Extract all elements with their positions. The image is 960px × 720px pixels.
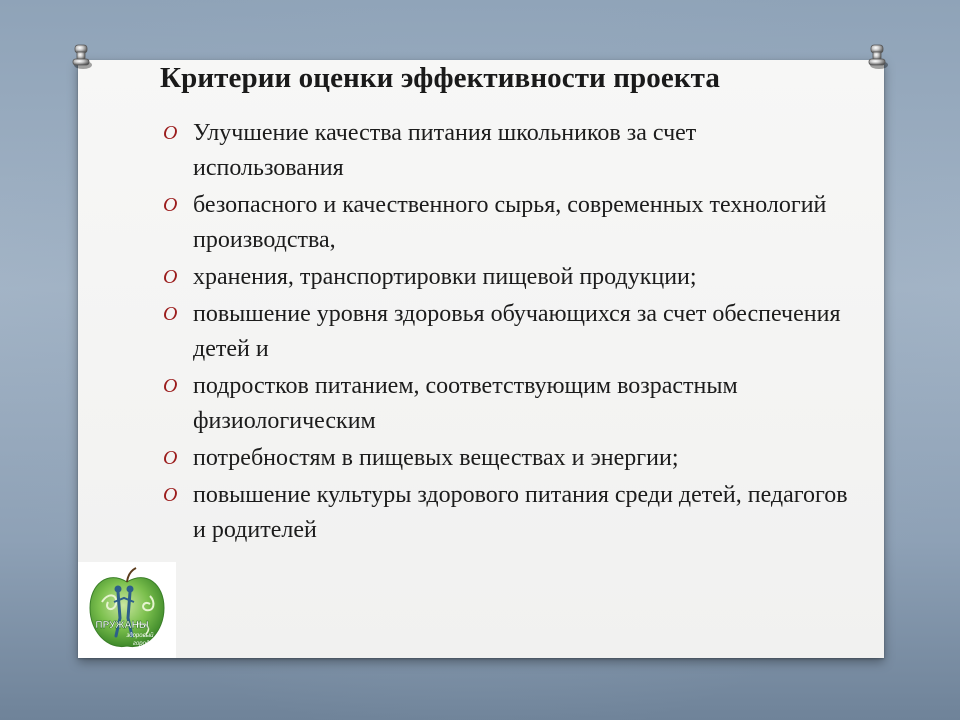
logo-text-sub-2: город! [133, 641, 151, 647]
bullet-marker-icon: O [163, 122, 178, 144]
bullet-marker-icon: O [163, 447, 178, 469]
bullet-text: потребностям в пищевых веществах и энергии; [193, 445, 679, 471]
logo-text-sub-1: здоровый [126, 633, 154, 639]
bullet-text: безопасного и качественного сырья, современных технологий производства, [193, 192, 827, 253]
bullet-list [160, 116, 850, 550]
bullet-text: повышение культуры здорового питания среди детей, педагогов и родителей [193, 482, 848, 543]
pushpin-right-icon [862, 42, 892, 72]
bullet-item [160, 188, 850, 258]
city-logo [78, 562, 176, 658]
bullet-item [160, 116, 850, 186]
bullet-text: подростков питанием, соответствующим возрастным физиологическим [193, 373, 738, 434]
bullet-item [160, 297, 850, 367]
bullet-marker-icon: O [163, 266, 178, 288]
logo-text-main: ПРУЖАНЫ [95, 620, 149, 631]
bullet-marker-icon: O [163, 194, 178, 216]
bullet-marker-icon: O [163, 484, 178, 506]
pushpin-left-icon [66, 42, 96, 72]
bullet-text: повышение уровня здоровья обучающихся за счет обеспечения детей и [193, 301, 841, 362]
bullet-marker-icon: O [163, 375, 178, 397]
bullet-text: хранения, транспортировки пищевой продукции; [193, 264, 697, 290]
bullet-item [160, 260, 850, 295]
bullet-text: Улучшение качества питания школьников за счет использования [193, 120, 697, 181]
bullet-item [160, 441, 850, 476]
bullet-item [160, 478, 850, 548]
bullet-item [160, 369, 850, 439]
bullet-marker-icon: O [163, 303, 178, 325]
slide-title: Критерии оценки эффективности проекта [160, 62, 720, 94]
